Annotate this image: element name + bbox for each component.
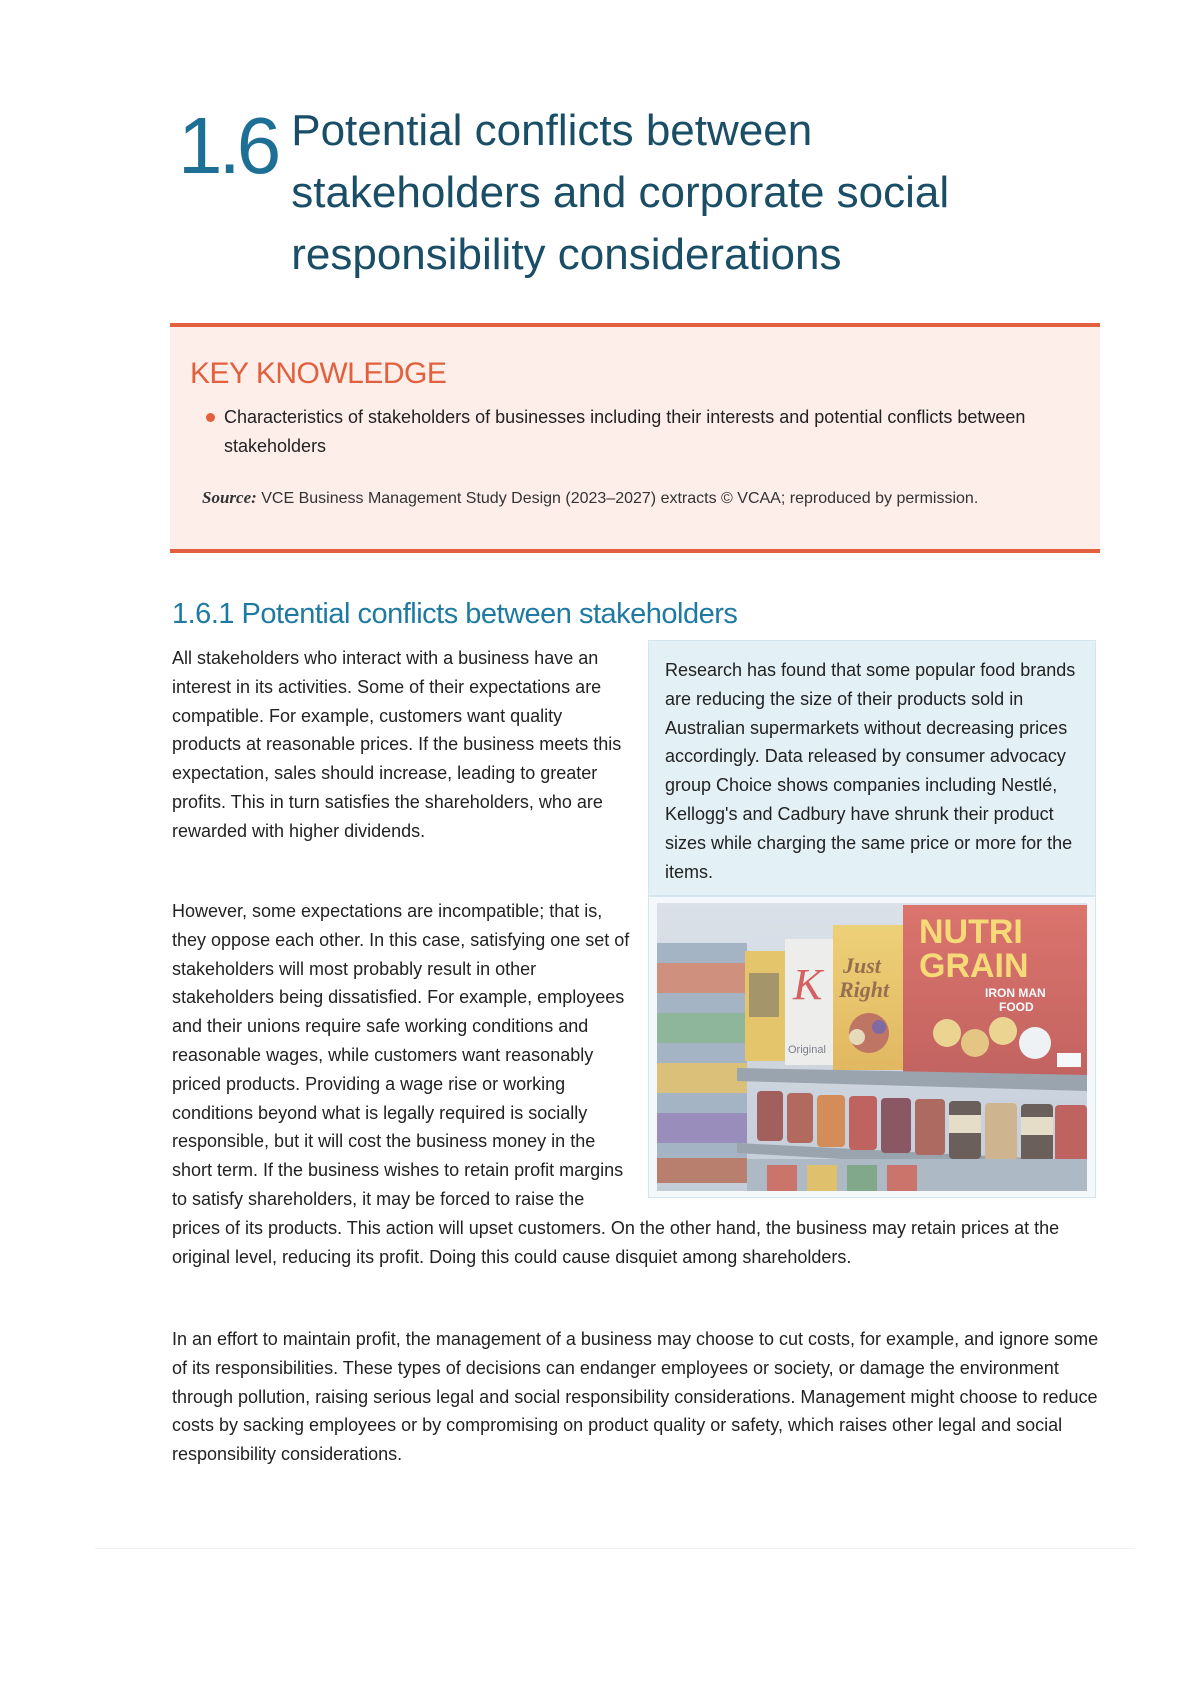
body-paragraph-3: In an effort to maintain profit, the management of a business may choose to cut costs, for example, and ignore some of its responsibilities. These types of decisions can endanger employees or society, or damage the environment through pollution, raising serious legal and social responsibility considerations. Management might choose to reduce costs by sacking employees or by compromising on product quality or safety, which raises other legal and social responsibility considerations.	[172, 1329, 1099, 1465]
right-label: Right	[839, 977, 890, 1002]
ironman-label: IRON MAN	[985, 986, 1046, 1000]
source-text: VCE Business Management Study Design (2023–2027) extracts © VCAA; reproduced by permission.	[261, 490, 979, 507]
footer-divider	[95, 1548, 1135, 1549]
key-knowledge-item-text: Characteristics of stakeholders of businesses including their interests and potential conflicts between stakeholders	[224, 407, 1026, 456]
research-callout: Research has found that some popular food brands are reducing the size of their products sold in Australian supermarkets without decreasing prices accordingly. Data released by consumer advocacy group Choice shows companies including Nestlé, Kellogg's and Cadbury have shrunk their product sizes while charging the same price or more for the items.	[648, 640, 1096, 896]
nutri-label: NUTRI	[919, 913, 1023, 951]
grain-label: GRAIN	[919, 947, 1029, 985]
key-knowledge-item	[206, 403, 1066, 461]
original-label: Original	[788, 1044, 826, 1056]
just-label: Just	[843, 953, 881, 978]
body-paragraph-2: However, some expectations are incompatible; that is, they oppose each other. In this case, satisfying one set of stakeholders will most probably result in other stakeholders being dissatisfied. For example, employees and their unions require safe working conditions and reasonable wages, while customers want reasonably priced products. Providing a wage rise or working conditions beyond what is legally required is socially responsible, but it will cost the business money in the short term. If the business wishes to retain profit margins to satisfy shareholders, it may be forced to raise the prices of its products. This action will upset customers. On the other hand, the business may retain prices at the original level, reducing its profit. Doing this could cause disquiet among shareholders.	[172, 901, 1060, 1267]
food-label: FOOD	[999, 1000, 1034, 1014]
kellogg-k-label: K	[793, 960, 823, 1009]
chapter-number: 1.6	[178, 101, 278, 190]
chapter-title: Potential conflicts between stakeholders and corporate social responsibility considerations	[291, 106, 950, 279]
chapter-header	[178, 100, 1108, 286]
bullet-icon	[206, 413, 215, 422]
supermarket-shelf-image	[657, 903, 1087, 1191]
source-label: Source:	[202, 488, 257, 507]
supermarket-photo	[648, 896, 1096, 1198]
source-note	[202, 483, 1062, 513]
key-knowledge-box	[170, 323, 1100, 553]
body-paragraph-1: All stakeholders who interact with a business have an interest in its activities. Some of their expectations are compatible. For example, customers want quality products at reasonable prices. If the business meets this expectation, sales should increase, leading to greater profits. This in turn satisfies the shareholders, who are rewarded with higher dividends.	[172, 648, 622, 841]
key-knowledge-heading: KEY KNOWLEDGE	[190, 357, 447, 390]
section-heading: 1.6.1 Potential conflicts between stakeholders	[172, 598, 738, 630]
